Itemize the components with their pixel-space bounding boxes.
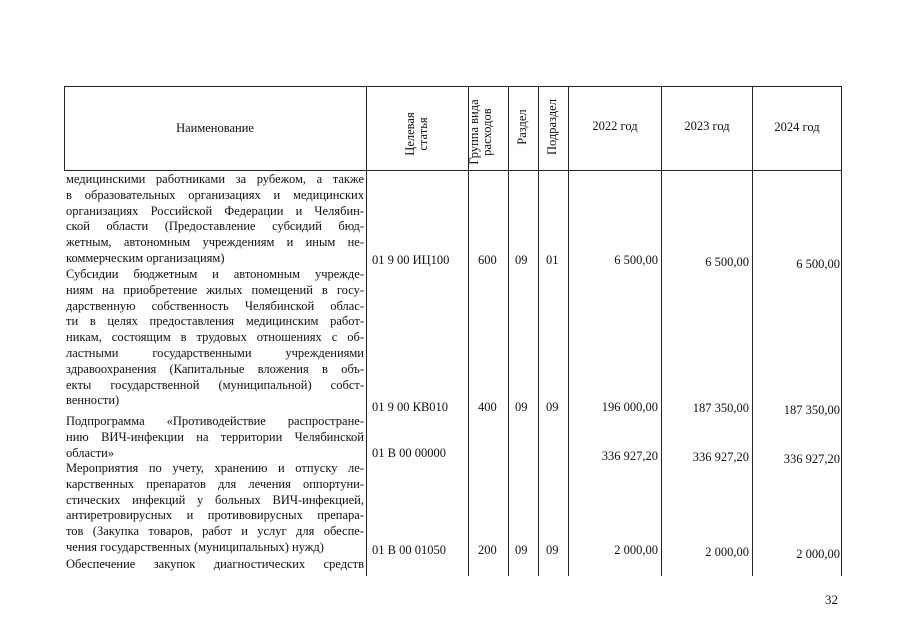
name-line: нию ВИЧ-инфекции на территории Челябинской (66, 429, 364, 444)
subsection-code: 01 (546, 253, 559, 267)
name-line: карственных препаратов для лечения оппортуни- (66, 476, 364, 491)
name-line: Обеспечение закупок диагностических средств (66, 557, 364, 571)
value-2022: 2 000,00 (614, 543, 658, 557)
name-line: жетным, автономным учреждениям и иным не- (66, 235, 364, 250)
value-2024: 6 500,00 (796, 257, 840, 271)
name-line: в образовательных организациях и медицинских (66, 187, 364, 202)
value-2022: 6 500,00 (614, 253, 658, 267)
name-line: чения государственных (муниципальных) нужд) (66, 539, 324, 554)
target-code: 01 9 00 КВ010 (372, 400, 449, 414)
name-line: ской области (Предоставление субсидий бюд- (66, 219, 364, 234)
header-2024: 2024 год (774, 120, 820, 134)
name-line: Субсидии бюджетным и автономным учрежде- (66, 267, 364, 281)
header-subsection: Подраздел (545, 99, 559, 155)
section-code: 09 (515, 543, 528, 557)
name-line: антиретровирусных и противовирусных препара- (66, 508, 364, 523)
header-bottom-border (64, 170, 841, 171)
value-2023: 2 000,00 (705, 545, 749, 559)
col-divider-section (538, 86, 539, 576)
group-code: 200 (478, 543, 497, 557)
name-line: здравоохранения (Капитальные вложения в объ- (66, 361, 364, 376)
col-divider-2023 (752, 86, 753, 576)
header-section: Раздел (515, 109, 529, 145)
name-line: стических инфекций у больных ВИЧ-инфекцией, (66, 492, 364, 507)
value-2023: 187 350,00 (692, 401, 749, 415)
name-line: екты государственной (муниципальной) собст- (66, 377, 364, 392)
page-number: 32 (825, 592, 838, 607)
header-target: Целевая статья (403, 112, 430, 156)
section-code: 09 (515, 400, 528, 414)
table-right-border (841, 86, 842, 576)
value-2022: 196 000,00 (601, 400, 658, 414)
value-2023: 6 500,00 (705, 255, 749, 269)
name-line: венности) (66, 393, 120, 408)
value-2022: 336 927,20 (601, 449, 658, 463)
name-line: области» (66, 445, 115, 460)
col-divider-subsection (568, 86, 569, 576)
name-line: ластными государственными учреждениями (66, 345, 364, 360)
value-2023: 336 927,20 (692, 450, 749, 464)
name-line: ниям на приобретение жилых помещений в госу- (66, 282, 364, 297)
row-name (66, 414, 364, 461)
target-code: 01 В 00 01050 (372, 543, 446, 557)
name-line: медицинскими работниками за рубежом, а также (66, 172, 364, 186)
subsection-code: 09 (546, 400, 559, 414)
header-2022: 2022 год (592, 119, 638, 133)
header-2023: 2023 год (684, 119, 730, 133)
row-name (66, 461, 364, 556)
name-line: Подпрограмма «Противодействие распростране- (66, 414, 364, 428)
value-2024: 187 350,00 (783, 403, 840, 417)
table-top-border (64, 86, 841, 87)
row-name (66, 557, 364, 573)
target-code: 01 В 00 00000 (372, 446, 446, 460)
group-code: 400 (478, 400, 497, 414)
col-divider-group (508, 86, 509, 576)
name-line: тов (Закупка товаров, работ и услуг для обеспе- (66, 524, 364, 539)
name-line: дарственную собственность Челябинской облас- (66, 298, 364, 313)
value-2024: 336 927,20 (783, 452, 840, 466)
header-name: Наименование (176, 121, 254, 135)
row-name (66, 172, 364, 267)
group-code: 600 (478, 253, 497, 267)
header-group: Группа вида расходов (467, 99, 494, 165)
section-code: 09 (515, 253, 528, 267)
col-divider-2022 (661, 86, 662, 576)
value-2024: 2 000,00 (796, 547, 840, 561)
name-line: Мероприятия по учету, хранению и отпуску ле- (66, 461, 364, 475)
table-left-border (64, 86, 65, 170)
row-name (66, 267, 364, 409)
col-divider-name (366, 86, 367, 576)
name-line: организациях Российской Федерации и Челябин- (66, 203, 364, 218)
target-code: 01 9 00 ИЦ100 (372, 253, 450, 267)
name-line: коммерческим организациям) (66, 250, 225, 265)
name-line: никам, состоящим в трудовых отношениях с об- (66, 330, 364, 345)
subsection-code: 09 (546, 543, 559, 557)
name-line: ти в целях предоставления медицинским работ- (66, 314, 364, 329)
